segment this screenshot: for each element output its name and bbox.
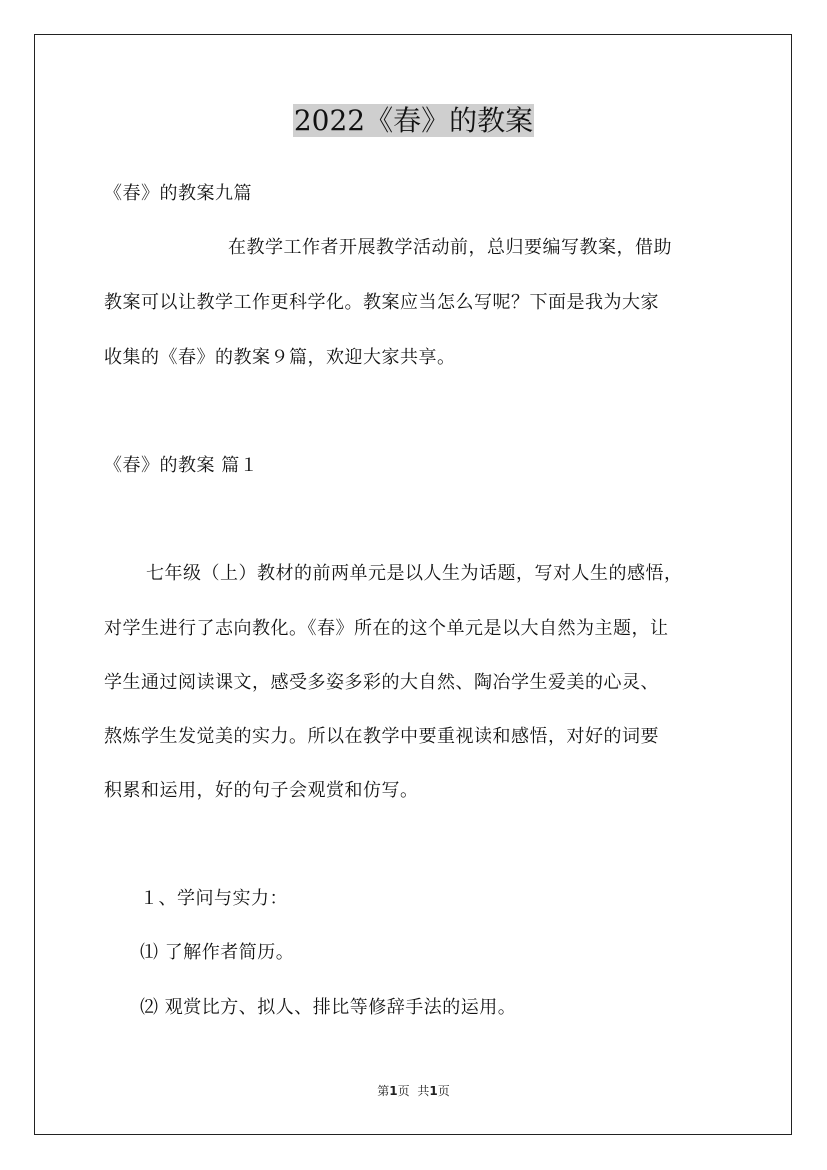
body-line-3: 学生通过阅读课文，感受多姿多彩的大自然、陶冶学生爱美的心灵、 [104,672,659,693]
page-footer [0,1082,827,1099]
body-line-2: 对学生进行了志向教化。《春》所在的这个单元是以大自然为主题，让 [104,618,669,639]
section-heading: 《春》的教案 篇１ [104,455,259,476]
objective-item-2: ⑵ 观赏比方、拟人、排比等修辞手法的运用。 [140,997,517,1018]
footer-page-number: 1 [389,1084,398,1098]
footer-total-number: 1 [429,1084,438,1098]
body-line-1: 七年级（上）教材的前两单元是以人生为话题，写对人生的感悟， [146,563,683,584]
objectives-heading: １、学问与实力： [140,888,288,909]
intro-line-1: 在教学工作者开展教学活动前，总归要编写教案，借助 [228,237,672,258]
footer-total-suffix: 页 [437,1084,450,1098]
document-title-text: 2022《春》的教案 [293,104,534,137]
document-subtitle: 《春》的教案九篇 [104,183,252,204]
footer-total-label: 共 [417,1084,430,1098]
objective-item-1: ⑴ 了解作者简历。 [140,942,295,963]
body-line-5: 积累和运用，好的句子会观赏和仿写。 [104,780,419,801]
footer-page-label: 第 [377,1084,390,1098]
body-line-4: 熬炼学生发觉美的实力。所以在教学中要重视读和感悟，对好的词要 [104,726,659,747]
document-title [0,100,827,142]
intro-line-3: 收集的《春》的教案９篇，欢迎大家共享。 [104,347,456,368]
footer-page-suffix: 页 [397,1084,410,1098]
intro-line-2: 教案可以让教学工作更科学化。教案应当怎么写呢？下面是我为大家 [104,292,659,313]
